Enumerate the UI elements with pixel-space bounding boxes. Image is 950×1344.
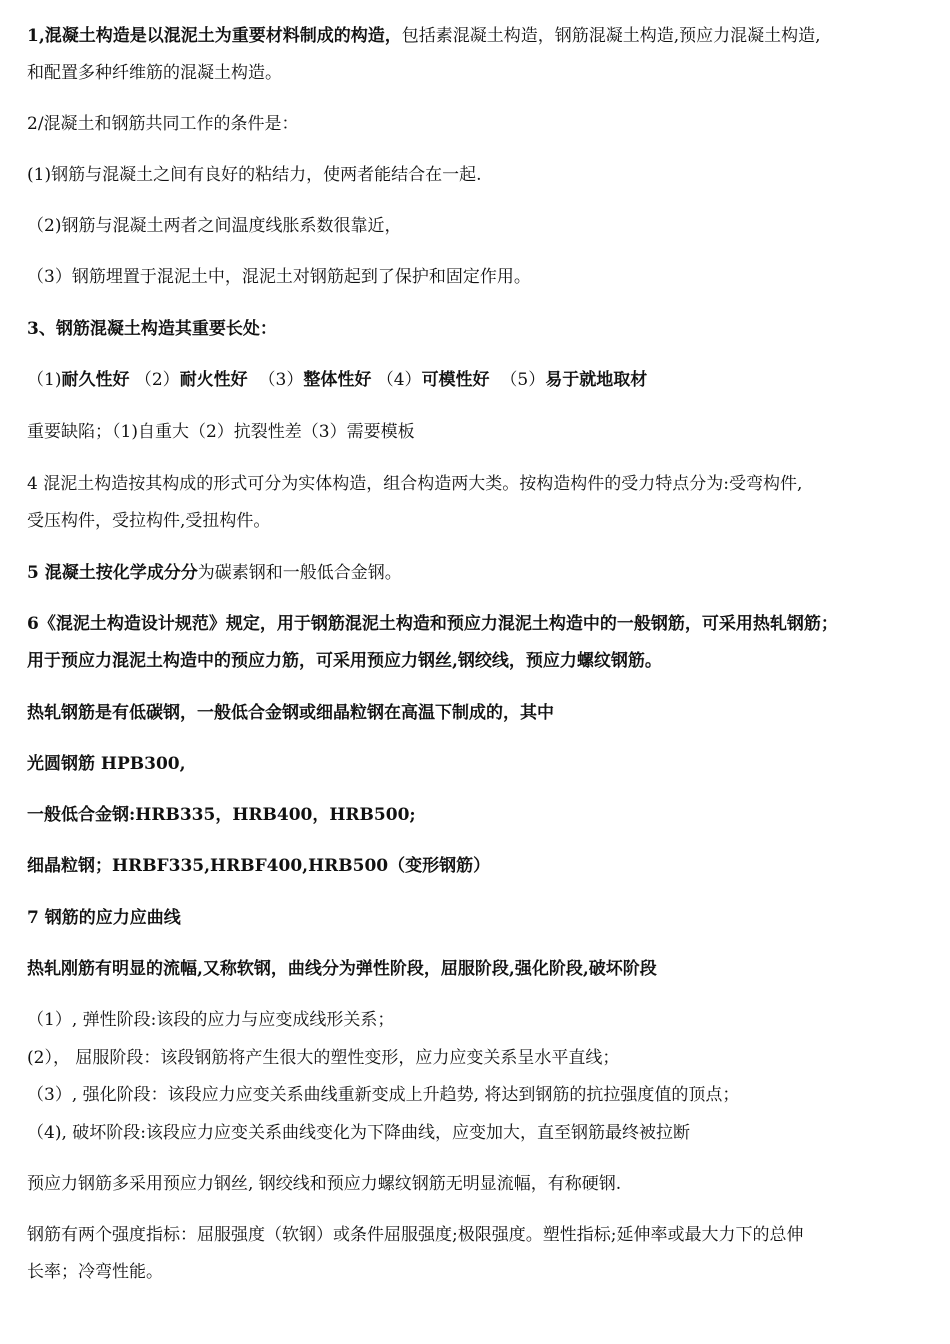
- adv-num-2: （2）: [134, 370, 180, 390]
- adv-text-5: 易于就地取材: [545, 370, 648, 390]
- adv-num-5: （5）: [500, 370, 546, 390]
- paragraph-14: 一般低合金钢:HRB335，HRB400，HRB500;: [27, 805, 416, 825]
- paragraph-16-heading: 7 钢筋的应力应曲线: [27, 908, 181, 928]
- paragraph-10-text: 为碳素钢和一般低合金钢。: [197, 563, 402, 583]
- paragraph-21: （4), 破坏阶段:该段应力应变关系曲线变化为下降曲线，应变加大，直至钢筋最终被拉断: [27, 1123, 690, 1143]
- paragraph-1-line-2: 和配置多种纤维筋的混凝土构造。: [27, 63, 282, 83]
- paragraph-2: 2/混凝土和钢筋共同工作的条件是：: [27, 114, 299, 134]
- paragraph-6-heading: 3、钢筋混凝土构造其重要长处：: [27, 319, 277, 339]
- adv-text-4: 可模性好: [421, 370, 490, 390]
- paragraph-8-defects: 重要缺陷；（1)自重大（2）抗裂性差（3）需要模板: [27, 422, 415, 442]
- adv-num-3: （3）: [258, 370, 304, 390]
- paragraph-9-line-2: 受压构件，受拉构件,受扭构件。: [27, 511, 271, 531]
- adv-num-4: （4）: [376, 370, 422, 390]
- paragraph-17: 热轧刚筋有明显的流幅,又称软钢，曲线分为弹性阶段，屈服阶段,强化阶段,破坏阶段: [27, 959, 657, 979]
- adv-text-2: 耐火性好: [179, 370, 248, 390]
- paragraph-13: 光圆钢筋 HPB300,: [27, 754, 186, 774]
- paragraph-15: 细晶粒钢；HRBF335,HRBF400,HRB500（变形钢筋）: [27, 856, 491, 876]
- paragraph-12: 热轧钢筋是有低碳钢，一般低合金钢或细晶粒钢在高温下制成的，其中: [27, 703, 554, 723]
- paragraph-4: （2)钢筋与混凝土两者之间温度线胀系数很靠近，: [27, 216, 402, 236]
- paragraph-1-bold-lead: 1,混凝土构造是以混泥土为重要材料制成的构造，: [27, 26, 402, 46]
- paragraph-11-line-1: 6《混泥土构造设计规范》规定，用于钢筋混泥土构造和预应力混泥土构造中的一般钢筋，可采用热轧钢筋；: [27, 614, 838, 634]
- paragraph-1-line-1: [27, 18, 925, 55]
- paragraph-19: (2）， 屈服阶段：该段钢筋将产生很大的塑性变形，应力应变关系呈水平直线；: [27, 1048, 620, 1068]
- paragraph-11-line-2: 用于预应力混泥土构造中的预应力筋，可采用预应力钢丝,钢绞线，预应力螺纹钢筋。: [27, 651, 662, 671]
- paragraph-5: （3）钢筋埋置于混泥土中，混泥土对钢筋起到了保护和固定作用。: [27, 267, 531, 287]
- paragraph-9-line-1: 4 混泥土构造按其构成的形式可分为实体构造，组合构造两大类。按构造构件的受力特点分为:受弯构件,: [27, 474, 803, 494]
- adv-text-3: 整体性好: [303, 370, 372, 390]
- paragraph-18: （1）, 弹性阶段:该段的应力与应变成线形关系；: [27, 1010, 395, 1030]
- adv-text-1: 耐久性好: [61, 370, 130, 390]
- paragraph-23-line-2: 长率；冷弯性能。: [27, 1262, 163, 1282]
- paragraph-20: （3）, 强化阶段：该段应力应变关系曲线重新变成上升趋势, 将达到钢筋的抗拉强度值的顶点；: [27, 1085, 740, 1105]
- paragraph-23-line-1: 钢筋有两个强度指标：屈服强度（软钢）或条件屈服强度;极限强度。塑性指标;延伸率或最大力下的总伸: [27, 1225, 804, 1245]
- paragraph-3: (1)钢筋与混凝土之间有良好的粘结力，使两者能结合在一起.: [27, 165, 482, 185]
- paragraph-1-text: 包括素混凝土构造，钢筋混凝土构造,预应力混凝土构造,: [401, 26, 821, 46]
- paragraph-7-advantages: [27, 362, 925, 399]
- paragraph-22: 预应力钢筋多采用预应力钢丝, 钢绞线和预应力螺纹钢筋无明显流幅，有称硬钢.: [27, 1174, 622, 1194]
- paragraph-10-bold: 5 混凝土按化学成分分: [27, 563, 198, 583]
- paragraph-10: [27, 555, 925, 592]
- adv-num-1: （1): [27, 370, 62, 390]
